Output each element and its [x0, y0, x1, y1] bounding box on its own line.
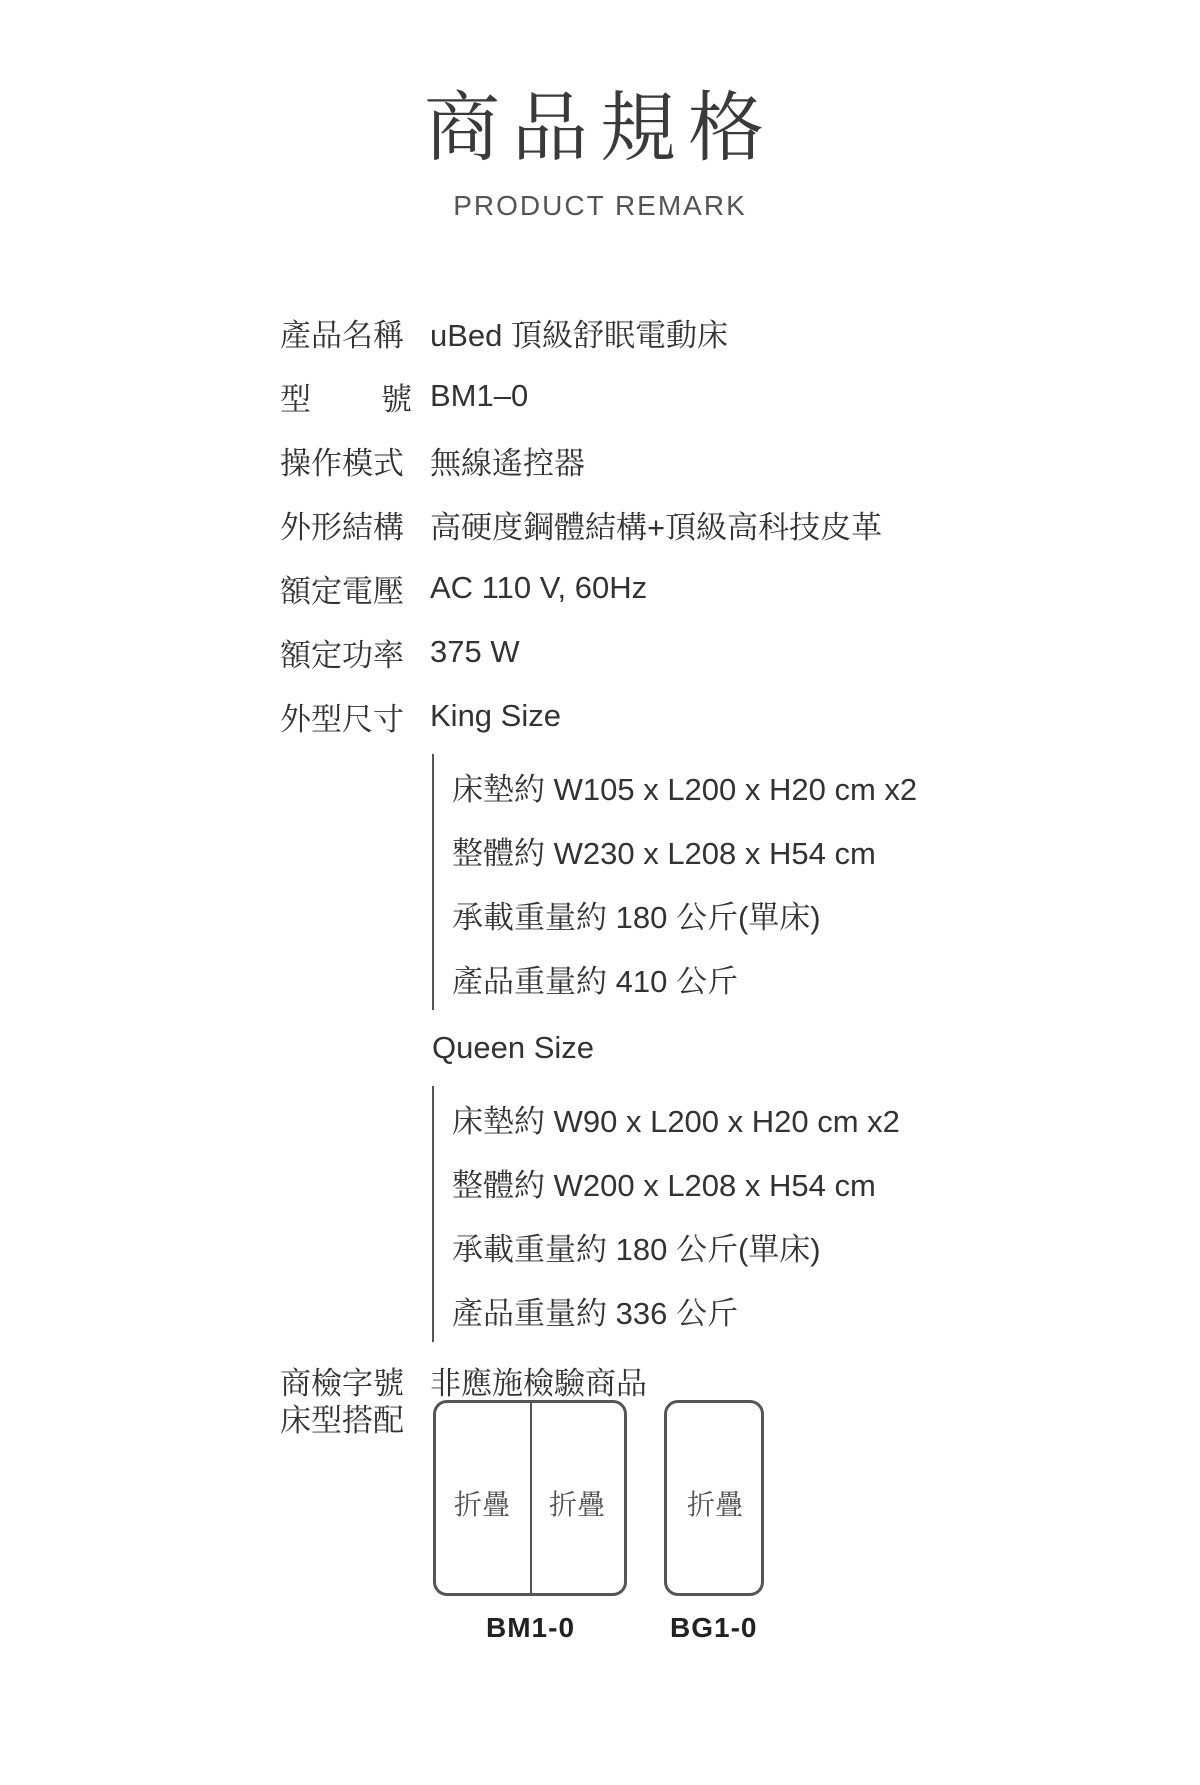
- bed-model-single: BG1-0: [670, 1612, 758, 1643]
- spec-label-part: 型: [280, 381, 311, 418]
- spec-label-bed-match: 床型搭配: [280, 1403, 404, 1439]
- size-name-queen: Queen Size: [432, 1030, 594, 1065]
- spec-value: 375 W: [430, 634, 520, 669]
- spec-label-part: 號: [381, 381, 412, 418]
- spec-value: AC 110 V, 60Hz: [430, 570, 648, 605]
- size-detail-line: 床墊約 W105 x L200 x H20 cm x2: [452, 771, 918, 807]
- size-detail-line: 產品重量約 336 公斤: [452, 1295, 738, 1331]
- size-details-king: [432, 754, 1080, 1010]
- bed-diagram-double: [433, 1400, 627, 1596]
- header: [0, 80, 1200, 222]
- size-detail-line: 床墊約 W90 x L200 x H20 cm x2: [452, 1103, 900, 1139]
- spec-row-power: [280, 620, 1080, 684]
- spec-label: 產品名稱: [280, 317, 404, 354]
- spec-label: 外型尺寸: [280, 701, 404, 738]
- spec-table: [280, 300, 1080, 1412]
- size-name-king: King Size: [430, 698, 561, 733]
- spec-value: 高硬度鋼體結構+頂級高科技皮革: [430, 509, 883, 545]
- spec-row-model: [280, 364, 1080, 428]
- size-detail-line: 產品重量約 410 公斤: [452, 963, 738, 999]
- bed-model-double: BM1-0: [486, 1612, 576, 1643]
- fold-label: 折疊: [549, 1488, 606, 1521]
- spec-row-voltage: [280, 556, 1080, 620]
- page-title: 商品規格: [424, 83, 776, 172]
- page-subtitle: PRODUCT REMARK: [453, 190, 747, 221]
- size-name-queen-row: [432, 1016, 1080, 1080]
- spec-value: BM1–0: [430, 378, 529, 413]
- size-detail-line: 承載重量約 180 公斤(單床): [452, 899, 821, 935]
- spec-label: 外形結構: [280, 509, 404, 546]
- fold-label: 折疊: [454, 1488, 511, 1521]
- spec-value: uBed 頂級舒眠電動床: [430, 317, 729, 353]
- bed-divider: [530, 1403, 532, 1593]
- size-detail-line: 整體約 W230 x L208 x H54 cm: [452, 835, 876, 871]
- spec-label: 額定功率: [280, 637, 404, 674]
- spec-row-name: [280, 300, 1080, 364]
- spec-row-dimensions: [280, 684, 1080, 748]
- spec-value: 非應施檢驗商品: [430, 1365, 647, 1401]
- spec-label: 操作模式: [280, 445, 404, 482]
- spec-value: 無線遙控器: [430, 445, 585, 481]
- spec-label: [280, 374, 430, 419]
- spec-row-mode: [280, 428, 1080, 492]
- spec-label: 商檢字號: [280, 1365, 404, 1402]
- size-detail-line: 承載重量約 180 公斤(單床): [452, 1231, 821, 1267]
- bed-diagram-single: [664, 1400, 764, 1596]
- spec-label: 額定電壓: [280, 573, 404, 610]
- fold-label: 折疊: [687, 1488, 744, 1521]
- size-details-queen: [432, 1086, 1080, 1342]
- spec-row-structure: [280, 492, 1080, 556]
- size-detail-line: 整體約 W200 x L208 x H54 cm: [452, 1167, 876, 1203]
